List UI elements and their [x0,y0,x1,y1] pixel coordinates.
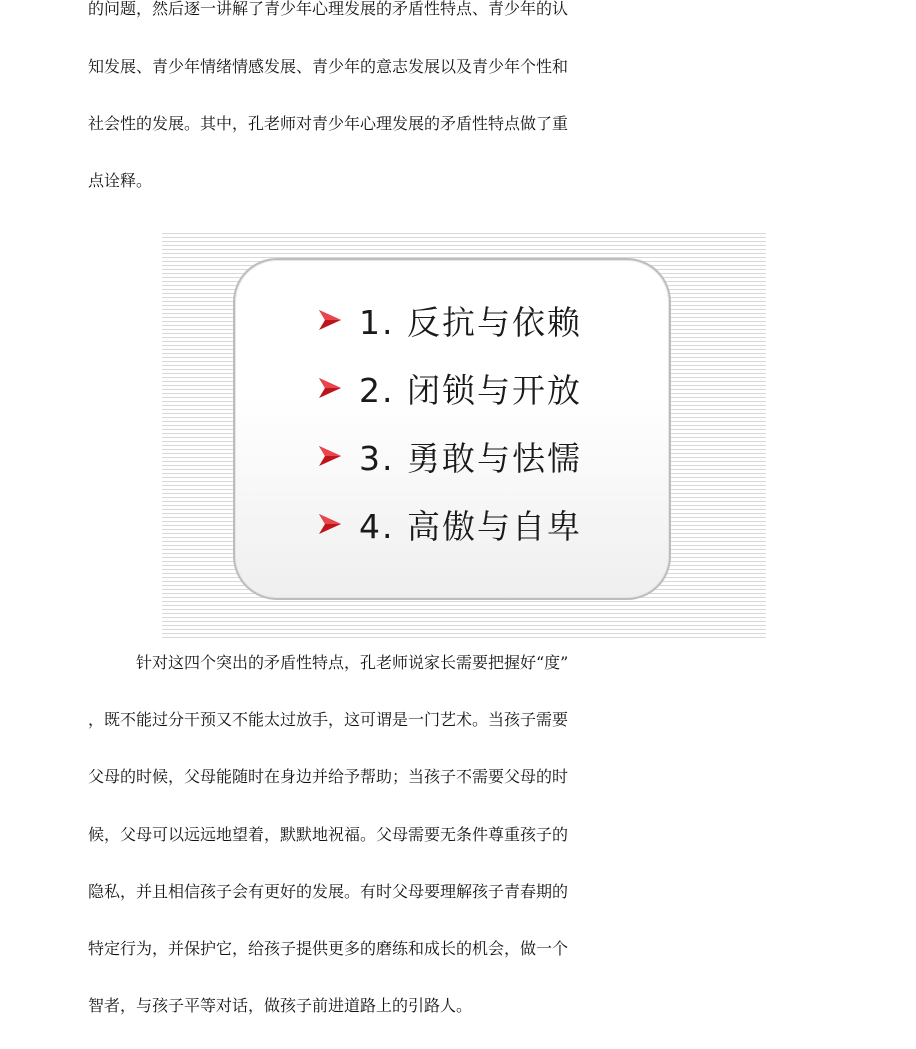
slide-item-label: 4. 高傲与自卑 [359,506,582,546]
slide-list-item [317,432,582,480]
paragraph-line: 父母的时候，父母能随时在身边并给予帮助；当孩子不需要父母的时 [88,767,569,786]
red-arrow-bullet-icon [317,308,343,332]
paragraph-line: 社会性的发展。其中，孔老师对青少年心理发展的矛盾性特点做了重 [88,114,569,133]
paragraph-line: 点诠释。 [88,171,153,190]
red-arrow-bullet-icon [317,444,343,468]
paragraph-line: 隐私，并且相信孩子会有更好的发展。有时父母要理解孩子青春期的 [88,882,569,901]
paragraph-line: 智者，与孩子平等对话，做孩子前进道路上的引路人。 [88,996,473,1015]
slide-item-label: 2. 闭锁与开放 [359,370,582,410]
slide-card [233,258,671,600]
paragraph-line: 针对这四个突出的矛盾性特点，孔老师说家长需要把握好“度” [136,653,569,672]
slide-item-label: 3. 勇敢与怯懦 [359,438,582,478]
embedded-slide-image [162,233,766,640]
paragraph-line: 特定行为，并保护它，给孩子提供更多的磨练和成长的机会，做一个 [88,939,569,958]
paragraph-line: 知发展、青少年情绪情感发展、青少年的意志发展以及青少年个性和 [88,57,569,76]
slide-list-item [317,364,582,412]
paragraph-line: 候，父母可以远远地望着，默默地祝福。父母需要无条件尊重孩子的 [88,825,569,844]
paragraph-line: 的问题，然后逐一讲解了青少年心理发展的矛盾性特点、青少年的认 [88,0,569,18]
red-arrow-bullet-icon [317,512,343,536]
red-arrow-bullet-icon [317,376,343,400]
slide-item-label: 1. 反抗与依赖 [359,302,582,342]
slide-list-item [317,296,582,344]
slide-list-item [317,500,582,548]
paragraph-line: ，既不能过分干预又不能太过放手，这可谓是一门艺术。当孩子需要 [88,710,569,729]
